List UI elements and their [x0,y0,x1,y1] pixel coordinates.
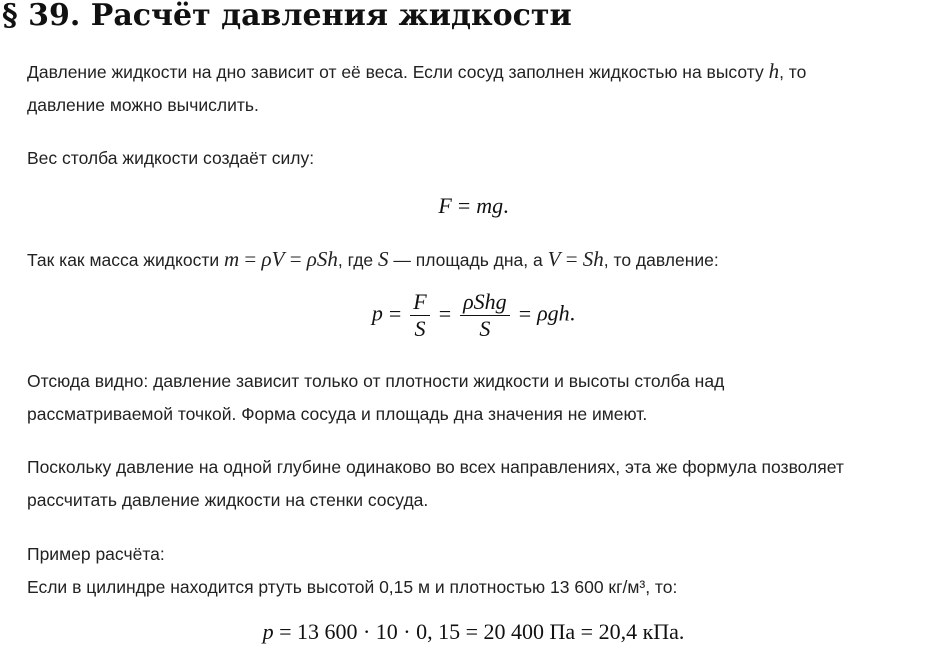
conclusion-line-1: Отсюда видно: давление зависит только от плотности жидкости и высоты столба над [27,371,725,391]
mass-text-3: — площадь дна, а [388,250,548,270]
formula-example [0,619,947,645]
mass-var-m: m [224,247,240,271]
conclusion-line-2: рассматриваемой точкой. Форма сосуда и площадь дна значения не имеют. [27,404,648,424]
mass-eq-2: = [284,247,307,271]
mass-text-1: Так как масса жидкости [27,250,224,270]
fraction-F-over-S [410,289,429,342]
formula-pressure-end: . [569,300,576,326]
walls-paragraph [27,451,942,517]
mass-text-2: , где [337,250,379,270]
mass-var-rhoV: ρV [261,247,285,271]
formula-pressure-p: p [371,300,383,326]
formula-force-end: . [503,193,509,218]
mass-var-rhoSh: ρSh [306,247,338,271]
fraction-1-numerator: F [410,289,429,316]
formula-pressure-eq-3: = [518,300,532,326]
formula-pressure-eq-1: = [388,300,402,326]
mass-text-4: , то давление: [603,250,719,270]
mass-eq-1: = [239,247,262,271]
intro-text: Давление жидкости на дно зависит от её веса. Если сосуд заполнен жидкостью на высоту [27,62,769,82]
weight-paragraph: Вес столба жидкости создаёт силу: [27,148,315,168]
walls-line-2: рассчитать давление жидкости на стенки сосуда. [27,490,429,510]
formula-pressure-eq-2: = [438,300,452,326]
fraction-1-denominator: S [414,316,426,341]
formula-force-rhs: mg [476,193,504,218]
formula-example-p: p [262,619,274,644]
formula-pressure [0,289,947,342]
example-text: Если в цилиндре находится ртуть высотой 0,15 м и плотностью 13 600 кг/м³, то: [27,577,678,597]
formula-force [0,193,947,219]
mass-var-S: S [378,247,389,271]
formula-example-expression: = 13 600 · 10 · 0, 15 = 20 400 Па = 20,4 кПа. [273,619,685,644]
example-paragraph [27,538,942,604]
height-variable: h [768,59,780,83]
mass-paragraph [27,243,942,277]
formula-pressure-result: ρgh [537,300,570,326]
intro-paragraph [27,55,942,122]
intro-line-2: давление можно вычислить. [27,95,259,115]
fraction-2-numerator: ρShg [460,289,510,316]
formula-force-eq: = [457,193,471,218]
intro-line-1 [27,55,942,89]
mass-line [27,243,942,277]
walls-line-1: Поскольку давление на одной глубине одинаково во всех направлениях, эта же формула позволяет [27,457,844,477]
fraction-rhoShg-over-S [460,289,510,342]
mass-var-V: V [547,247,561,271]
example-label: Пример расчёта: [27,544,165,564]
mass-eq-3: = [560,247,583,271]
mass-var-Sh: Sh [582,247,604,271]
fraction-2-denominator: S [479,316,491,341]
page-title: § 39. Расчёт давления жидкости [2,0,572,33]
conclusion-paragraph [27,365,942,431]
intro-text-end: , то [779,62,807,82]
formula-force-lhs: F [438,193,452,218]
